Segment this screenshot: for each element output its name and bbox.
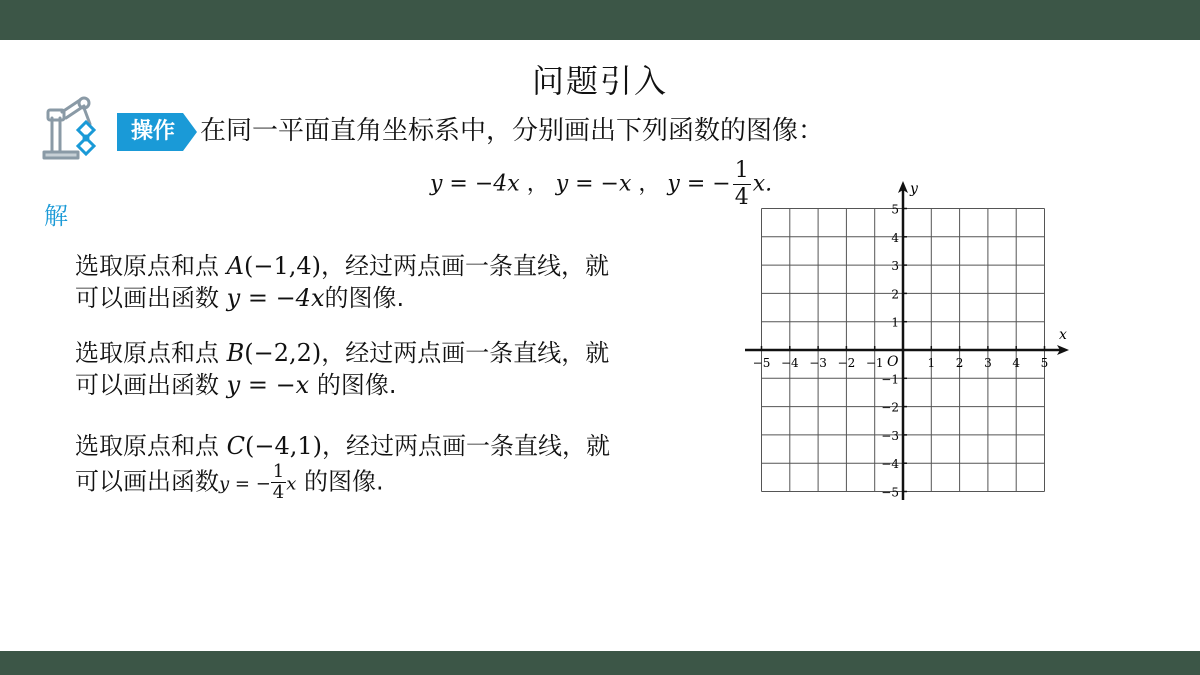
x-tick-label: −5 — [752, 356, 771, 370]
y-tick-label: −1 — [881, 372, 899, 387]
point-name: C — [226, 432, 246, 460]
x-tick-label: −3 — [809, 356, 827, 370]
x-tick-label: −1 — [865, 356, 884, 370]
line-text: 可以画出函数 — [75, 371, 227, 399]
function-1: y = −4x — [430, 171, 520, 197]
line-text: ，经过两点画一条直线，就 — [321, 252, 609, 280]
coordinate-plane-svg — [735, 175, 1080, 505]
line-text: 的图像. — [324, 284, 405, 312]
line-text: 可以画出函数 — [75, 284, 227, 312]
function-2: y = −x — [555, 171, 632, 197]
intro-text: 在同一平面直角坐标系中，分别画出下列函数的图像： — [200, 116, 825, 146]
function-list — [430, 158, 772, 211]
page-title: 问题引入 — [531, 62, 668, 100]
solution-item-b — [75, 337, 609, 401]
origin-label: O — [887, 354, 899, 370]
x-tick-label: −2 — [837, 356, 856, 370]
coordinate-plane — [735, 175, 1080, 505]
point-coords: (−1,4) — [243, 252, 321, 280]
line-text: 的图像. — [296, 467, 384, 496]
separator: ， — [638, 171, 661, 197]
line-text: 选取原点和点 — [75, 432, 227, 460]
bottom-bar — [0, 651, 1200, 675]
y-tick-label: −2 — [881, 400, 899, 415]
y-tick-label: 5 — [891, 202, 899, 217]
x-tick-label: 3 — [984, 356, 992, 370]
fraction-numerator: 1 — [272, 461, 285, 482]
line-text: ，经过两点画一条直线，就 — [321, 339, 610, 367]
line-text: 可以画出函数 — [75, 467, 219, 496]
solution-line — [75, 250, 609, 282]
function-formula-suffix: x — [286, 473, 297, 495]
point-name: B — [226, 339, 245, 367]
function-3-suffix: x. — [752, 171, 773, 197]
solution-line — [75, 282, 609, 314]
x-tick-label: 2 — [955, 356, 964, 370]
fraction-numerator: 1 — [734, 158, 749, 183]
function-formula-prefix: y = − — [219, 473, 271, 495]
y-tick-label: −3 — [881, 428, 899, 443]
solution-line — [75, 337, 609, 369]
solution-item-c — [75, 430, 610, 503]
y-tick-label: 2 — [891, 287, 899, 302]
solution-line — [75, 462, 610, 503]
operation-badge-label: 操作 — [130, 119, 175, 144]
y-tick-label: −5 — [881, 485, 899, 500]
fraction — [271, 462, 286, 503]
y-tick-label: −4 — [881, 457, 899, 472]
solution-line — [75, 430, 610, 462]
top-bar — [0, 0, 1200, 40]
line-text: 的图像. — [309, 371, 397, 399]
function-formula: y = −4x — [226, 284, 325, 312]
point-coords: (−4,1) — [245, 432, 323, 460]
function-3-prefix: y = − — [667, 171, 731, 197]
x-tick-label: −4 — [780, 356, 799, 370]
solution-item-a — [75, 250, 609, 314]
line-text: 选取原点和点 — [75, 252, 227, 280]
x-tick-label: 1 — [927, 356, 936, 370]
function-formula: y = −x — [226, 371, 310, 399]
y-tick-label: 1 — [891, 315, 899, 330]
y-tick-label: 3 — [891, 259, 899, 274]
line-text: 选取原点和点 — [75, 339, 227, 367]
x-tick-label: 4 — [1012, 356, 1021, 370]
y-tick-label: 4 — [891, 230, 899, 245]
x-tick-label: 5 — [1040, 356, 1049, 370]
solution-line — [75, 369, 609, 401]
line-text: ，经过两点画一条直线，就 — [322, 432, 611, 460]
point-name: A — [226, 252, 244, 280]
x-axis-label: x — [1059, 327, 1067, 343]
fraction-denominator: 4 — [734, 185, 749, 210]
robot-arm-icon — [38, 94, 108, 164]
solution-label: 解 — [44, 202, 68, 230]
fraction-denominator: 4 — [272, 482, 285, 503]
y-axis-label: y — [910, 181, 918, 197]
point-coords: (−2,2) — [244, 339, 322, 367]
separator: ， — [526, 171, 549, 197]
